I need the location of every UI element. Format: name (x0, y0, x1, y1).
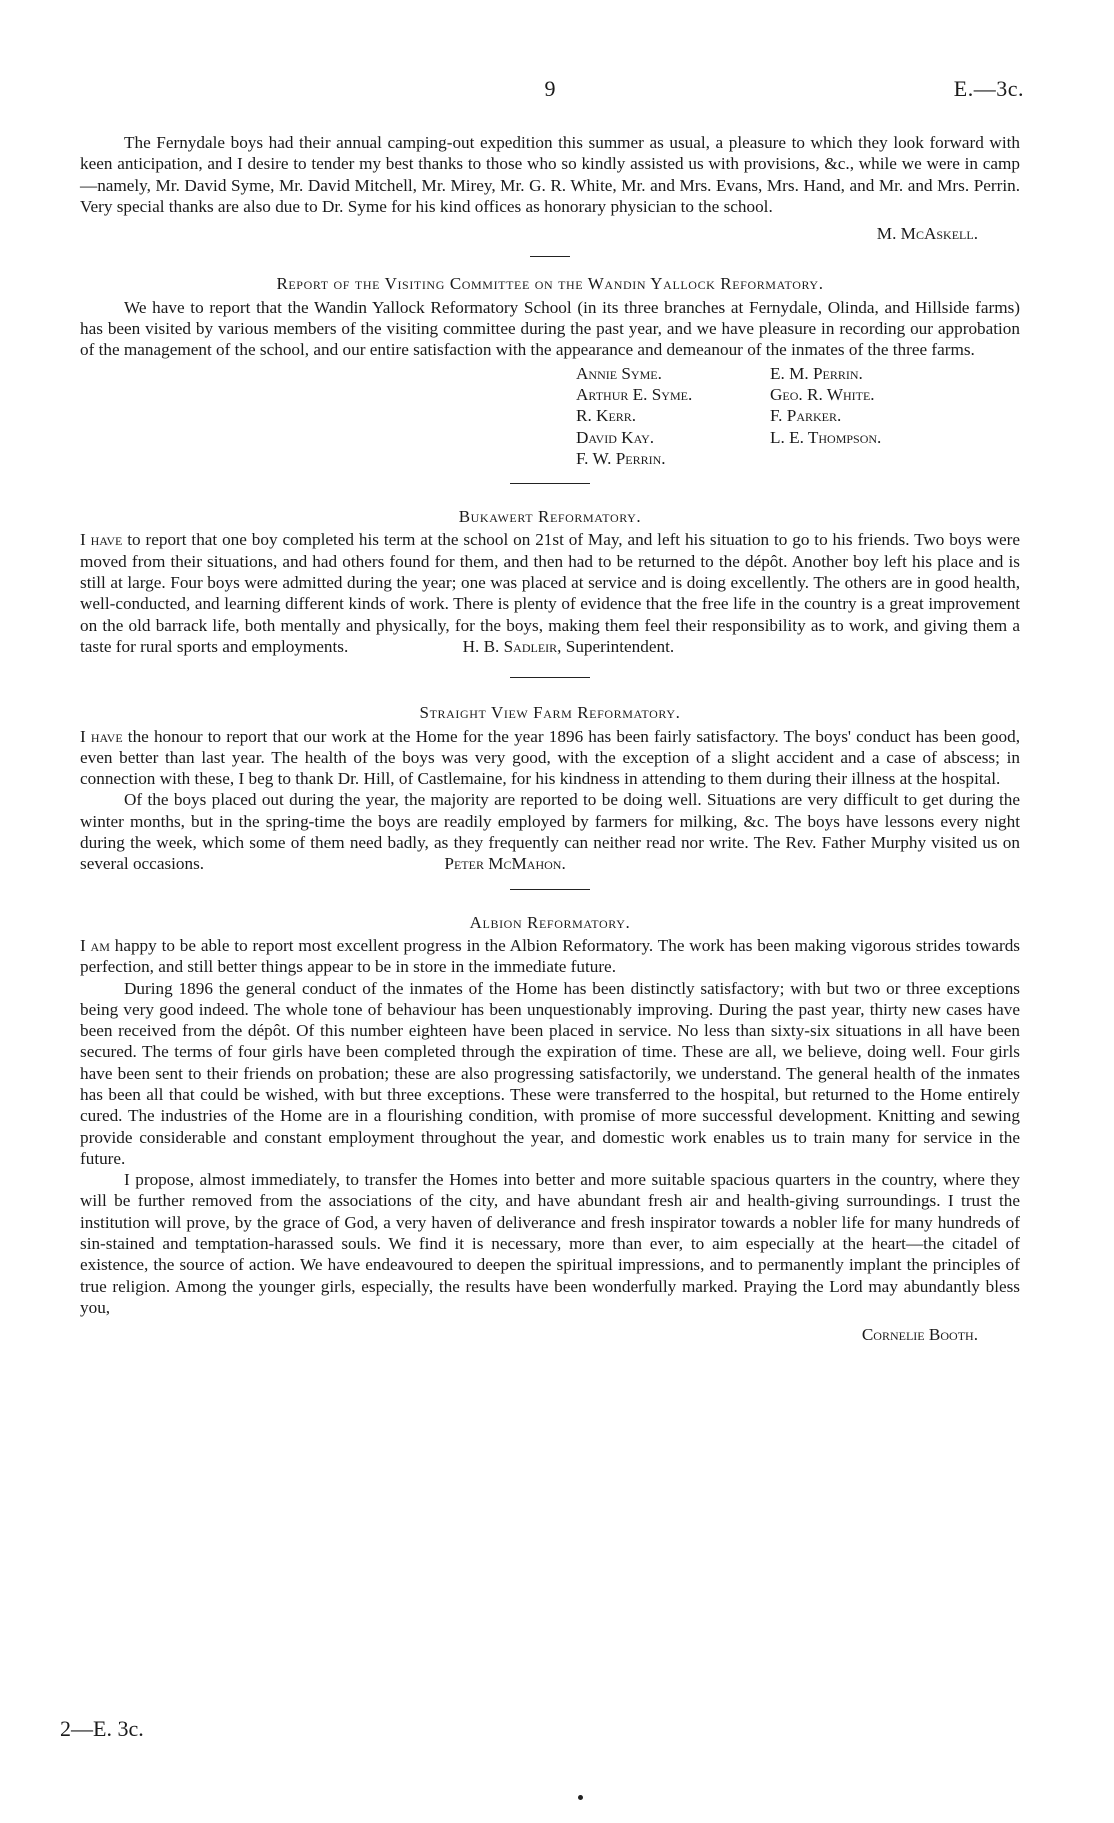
albion-paragraph-3: I propose, almost immediately, to transfer the Homes into better and more suitable spacious quarters in the country, where they will be further removed from the associations of the city, and have abundant fresh air and health-giving surroundings. I trust the institution will prove, by the grace of God, a very haven of deliverance and fresh inspirator towards a nobler life for many hundreds of sin-stained and temptation-harassed souls. We find it is necessary, more than ever, to aim especially at the heart—the citadel of existence, the source of action. We have endeavoured to deepen the spiritual impressions, and to permanently implant the principles of true religion. Among the younger girls, especially, the results have been wonderfully marked. Praying the Lord may abundantly bless you, (80, 1170, 1020, 1317)
albion-signature: Cornelie Booth. (861, 1325, 978, 1345)
bukawert-signature-title: Superintendent. (561, 636, 675, 656)
section-divider (510, 889, 590, 890)
footer-signature-mark: 2—E. 3c. (60, 1716, 144, 1741)
committee-member: Arthur E. Syme. (576, 384, 693, 404)
straight-view-paragraph-1 (80, 726, 1020, 790)
straight-view-signature: Peter McMahon. (444, 854, 566, 874)
bukawert-paragraph (80, 529, 1020, 657)
committee-member: David Kay. (576, 427, 655, 447)
bukawert-text: to report that one boy completed his term at the school on 21st of May, and left his situation to go to his friends. Two boys were moved from their situations, and had others found for them, and then had to be returned to the dépôt. Another boy left his place and is still at large. Four boys were admitted during the year; one was placed at service and is doing excellently. The others are in good health, well-conducted, and learning different kinds of work. There is plenty of evidence that the free life in the country is a great improvement on the old barrack life, both mentally and physically, for the boys, making them feel their responsibility as to work, and giving them a taste for rural sports and employments. (80, 530, 1020, 656)
page-content (80, 132, 1020, 1346)
straight-view-heading: Straight View Farm Reformatory. (419, 703, 681, 723)
committee-member: F. Parker. (770, 406, 842, 426)
bukawert-heading: Bukawert Reformatory. (458, 507, 642, 527)
fernydale-paragraph: The Fernydale boys had their annual camping-out expedition this summer as usual, a pleasure to which they look forward with keen anticipation, and I desire to tender my best thanks to those who so kindly assisted us with provisions, &c., while we were in camp—namely, Mr. David Syme, Mr. David Mitchell, Mr. Mirey, Mr. G. R. White, Mr. and Mrs. Evans, Mrs. Hand, and Mr. and Mrs. Perrin. Very special thanks are also due to Dr. Syme for his kind offices as honorary physician to the school. (80, 133, 1020, 216)
albion-heading: Albion Reformatory. (469, 912, 631, 932)
committee-member: L. E. Thompson. (770, 427, 882, 447)
committee-member: F. W. Perrin. (576, 448, 666, 468)
albion-paragraph-1 (80, 935, 1020, 978)
visiting-committee-heading: Report of the Visiting Committee on the Wandin Yallock Reformatory. (276, 274, 824, 294)
print-mark (578, 1795, 583, 1800)
albion-lead: I am (80, 935, 110, 955)
straight-view-lead: I have (80, 726, 123, 746)
straight-view-paragraph-2 (80, 789, 1020, 874)
straight-view-text-1: the honour to report that our work at the Home for the year 1896 has been fairly satisfactory. The boys' conduct has been good, even better than last year. The health of the boys was very good, with the exception of a slight accident and a case of abscess; in connection with these, I beg to thank Dr. Hill, of Castlemaine, for his kindness in attending to them during their illness at the hospital. (80, 726, 1020, 789)
committee-signatures (576, 363, 1020, 469)
committee-column-right (770, 363, 881, 469)
document-reference: E.—3c. (953, 76, 1024, 101)
page-header (80, 76, 1024, 108)
fernydale-signature: M. McAskell. (876, 224, 978, 244)
albion-paragraph-2: During 1896 the general conduct of the inmates of the Home has been distinctly satisfactory; with but two or three exceptions being very good indeed. The whole tone of behaviour has been unquestionably improving. During the past year, thirty new cases have been received from the dépôt. Of this number eighteen have been placed in service. No less than sixty-six situations in all have been secured. The terms of four girls have been completed through the expiration of time. These are all, we believe, doing well. Four girls have been sent to their friends on probation; these are also progressing satisfactorily, we understand. The general health of the inmates has been all that could be wished, with but three exceptions. These were transferred to the hospital, but returned to the Home entirely cured. The industries of the Home are in a flourishing condition, with promise of more successful development. Knitting and sewing provide considerable and constant employment throughout the year, and domestic work enables us to train many for service in the future. (80, 978, 1020, 1168)
bukawert-signature-name: H. B. Sadleir, (462, 636, 562, 656)
section-divider (530, 256, 570, 257)
bukawert-lead: I have (80, 530, 123, 550)
visiting-committee-paragraph: We have to report that the Wandin Yallock Reformatory School (in its three branches at Fernydale, Olinda, and Hillside farms) has been visited by various members of the visiting committee during the past year, and we have pleasure in recording our approbation of the management of the school, and our entire satisfaction with the appearance and demeanour of the inmates of the three farms. (80, 297, 1020, 360)
straight-view-text-2: Of the boys placed out during the year, the majority are reported to be doing well. Situations are very difficult to get during the winter months, but in the spring-time the boys are readily employed by farmers for milking, &c. The boys have lessons every night during the week, which some of them need badly, as they frequently can neither read nor write. The Rev. Father Murphy visited us on several occasions. (80, 790, 1020, 874)
albion-text-1: happy to be able to report most excellent progress in the Albion Reformatory. The work has been making vigorous strides towards perfection, and still better things appear to be in store in the immediate future. (80, 935, 1020, 977)
committee-member: Annie Syme. (576, 363, 662, 383)
committee-member: R. Kerr. (576, 406, 637, 426)
committee-member: E. M. Perrin. (770, 363, 863, 383)
section-divider (510, 483, 590, 484)
committee-column-left (576, 363, 770, 469)
committee-member: Geo. R. White. (770, 384, 875, 404)
section-divider (510, 677, 590, 678)
page-number: 9 (544, 76, 556, 101)
